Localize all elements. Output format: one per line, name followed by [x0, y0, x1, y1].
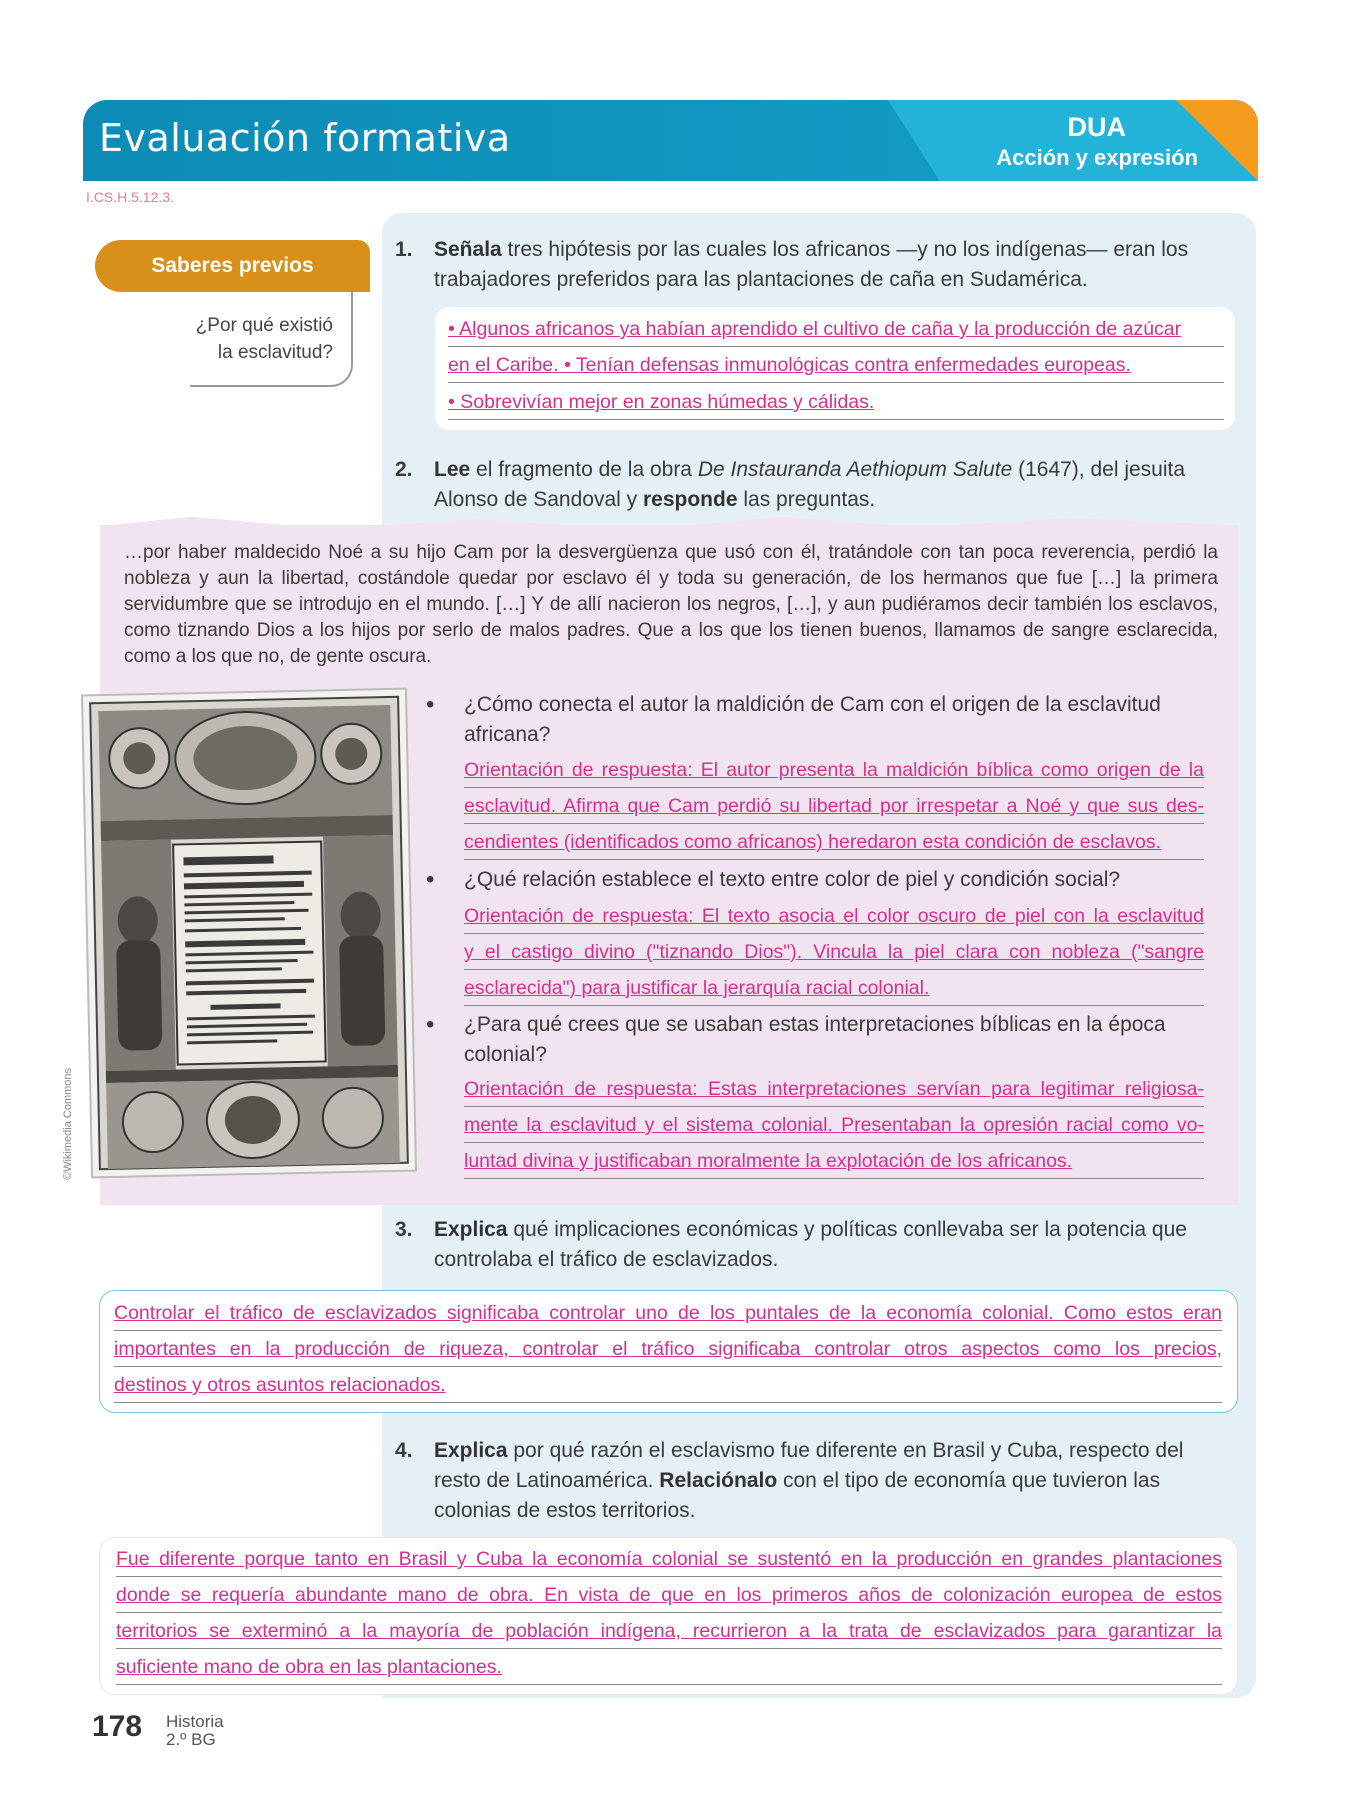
question-text-line: colonias de estos territorios. — [434, 1499, 696, 1522]
sub-question-3 — [426, 1010, 1226, 1070]
image-credit: ©Wikimedia Commons — [62, 1067, 74, 1180]
sub-question-line: africana? — [464, 723, 551, 746]
question-3 — [395, 1215, 1245, 1275]
subject-label — [166, 1713, 224, 1749]
answer-line: esclarecida") para justificar la jerarquía racial colonial. — [464, 970, 1204, 1006]
answer-line: importantes en la producción de riqueza, controlar el tráfico significaba controlar otros aspectos como los precios, — [114, 1331, 1222, 1367]
question-4 — [395, 1436, 1245, 1526]
question-verb: Señala — [434, 238, 502, 261]
sub-question-line: ¿Para qué crees que se usaban estas interpretaciones bíblicas en la época — [464, 1013, 1166, 1036]
answer-line: Controlar el tráfico de esclavizados significaba controlar uno de los puntales de la economía colonial. Como estos eran — [114, 1295, 1222, 1331]
question-2 — [395, 455, 1245, 515]
question-text-part: las preguntas. — [737, 488, 876, 511]
book-title-page-engraving — [78, 685, 420, 1182]
question-number: 1. — [395, 238, 413, 261]
answer-line: mente la esclavitud y el sistema colonial. Presentaban la opresión racial como vo- — [464, 1107, 1204, 1143]
answer-line: territorios se exterminó a la mayoría de población indígena, recurrieron a la trata de esclavizados para garantizar la — [116, 1613, 1222, 1649]
historical-quote: …por haber maldecido Noé a su hijo Cam por la desvergüenza que usó con él, tratándole con tan poca reverencia, perdió la nobleza y aun la libertad, costándole quedar por esclavo él y toda su generación, de los hermanos que fue […] la primera servidumbre que se introdujo en el mundo. […] Y de allí nacieron los negros, […], y aun pudiéramos decir también los esclavos, como tiznando Dios a los hijos por serlo de malos padres. Que a los que los tienen buenos, llamamos de sangre esclarecida, como a los que no, de gente oscura. — [124, 542, 1218, 667]
question-text-part: (1647), del jesuita — [1012, 458, 1186, 481]
question-text-line: trabajadores preferidos para las plantaciones de caña en Sudamérica. — [434, 268, 1088, 291]
answer-line: • Sobrevivían mejor en zonas húmedas y cálidas. — [448, 384, 1224, 420]
answer-line: donde se requería abundante mano de obra. En vista de que en los primeros años de colonización europea de estos — [116, 1577, 1222, 1613]
answer-line: cendientes (identificados como africanos) heredaron esta condición de esclavos. — [464, 824, 1204, 860]
question-text — [434, 1215, 1187, 1275]
answer-line: Orientación de respuesta: El texto asocia el color oscuro de piel con la esclavitud — [464, 898, 1204, 934]
question-verb: responde — [642, 488, 738, 511]
question-verb: Explica — [434, 1439, 508, 1462]
sub-question-text — [464, 1010, 1166, 1070]
answer-line: Fue diferente porque tanto en Brasil y Cuba la economía colonial se sustentó en la producción en grandes plantaciones — [116, 1541, 1222, 1577]
saberes-previos-tab — [95, 240, 370, 292]
saberes-question-line: la esclavitud? — [217, 342, 333, 363]
saberes-question-line: ¿Por qué existió — [195, 315, 333, 336]
answer-line: esclavitud. Afirma que Cam perdió su libertad por irrespetar a Noé y que sus des- — [464, 788, 1204, 824]
question-verb: Explica — [434, 1218, 508, 1241]
question-text-part: tres hipótesis por las cuales los africanos —y no los indígenas— eran los — [501, 238, 1189, 261]
question-text — [434, 455, 1185, 515]
indicator-code: I.CS.H.5.12.3. — [86, 189, 174, 205]
question-text-line: controlaba el tráfico de esclavizados. — [434, 1248, 779, 1271]
bullet-icon: • — [426, 866, 435, 893]
saberes-box — [190, 292, 353, 387]
answer-line: suficiente mano de obra en las plantaciones. — [116, 1649, 1222, 1685]
bullet-icon: • — [426, 1011, 435, 1038]
question-text-part: qué implicaciones económicas y políticas conllevaba ser la potencia que — [507, 1218, 1187, 1241]
question-text — [434, 1436, 1183, 1526]
dua-title: DUA — [1067, 112, 1126, 142]
question-number: 3. — [395, 1218, 413, 1241]
answer-line: en el Caribe. • Tenían defensas inmunológicas contra enfermedades europeas. — [448, 347, 1224, 383]
answer-box-3[interactable] — [99, 1290, 1238, 1413]
work-title: De Instauranda Aethiopum Salute — [697, 458, 1013, 481]
answer-line: Orientación de respuesta: Estas interpretaciones servían para legitimar religiosa- — [464, 1071, 1204, 1107]
answer-line: luntad divina y justificaban moralmente la explotación de los africanos. — [464, 1143, 1204, 1179]
sub-question-1 — [426, 690, 1226, 750]
section-header — [83, 100, 1258, 181]
sub-question-text: ¿Qué relación establece el texto entre color de piel y condición social? — [464, 868, 1121, 891]
subject-name: Historia — [166, 1712, 224, 1731]
answer-line: y el castigo divino ("tiznando Dios"). Vincula la piel clara con nobleza ("sangre — [464, 934, 1204, 970]
saberes-label: Saberes previos — [151, 254, 314, 277]
sub-question-text — [464, 690, 1161, 750]
sub-question-line: colonial? — [464, 1043, 547, 1066]
question-text-part: resto de Latinoamérica. — [434, 1469, 660, 1492]
section-title: Evaluación formativa — [99, 116, 511, 160]
saberes-question — [163, 312, 333, 366]
answer-line: Orientación de respuesta: El autor presenta la maldición bíblica como origen de la — [464, 752, 1204, 788]
sub-question-line: ¿Cómo conecta el autor la maldición de Cam con el origen de la esclavitud — [464, 693, 1161, 716]
question-text-part: por qué razón el esclavismo fue diferente en Brasil y Cuba, respecto del — [507, 1439, 1184, 1462]
answer-box-1[interactable] — [435, 307, 1235, 430]
bullet-icon: • — [426, 691, 435, 718]
answer-line: • Algunos africanos ya habían aprendido el cultivo de caña y la producción de azúcar — [448, 311, 1224, 347]
page-number: 178 — [92, 1710, 143, 1743]
question-number: 2. — [395, 458, 413, 481]
question-text-part: con el tipo de economía que tuvieron las — [777, 1469, 1161, 1492]
answer-line: destinos y otros asuntos relacionados. — [114, 1367, 1222, 1403]
grade-label: 2.º BG — [166, 1730, 216, 1749]
question-number: 4. — [395, 1439, 413, 1462]
question-text — [434, 235, 1188, 295]
sub-question-2 — [426, 865, 1226, 895]
dua-subtitle: Acción y expresión — [996, 145, 1198, 170]
question-verb: Lee — [434, 458, 471, 481]
question-text-part: el fragmento de la obra — [470, 458, 698, 481]
question-verb: Relaciónalo — [659, 1469, 778, 1492]
answer-box-4[interactable] — [99, 1537, 1238, 1695]
question-1 — [395, 235, 1245, 295]
question-text-part: Alonso de Sandoval y — [434, 488, 643, 511]
